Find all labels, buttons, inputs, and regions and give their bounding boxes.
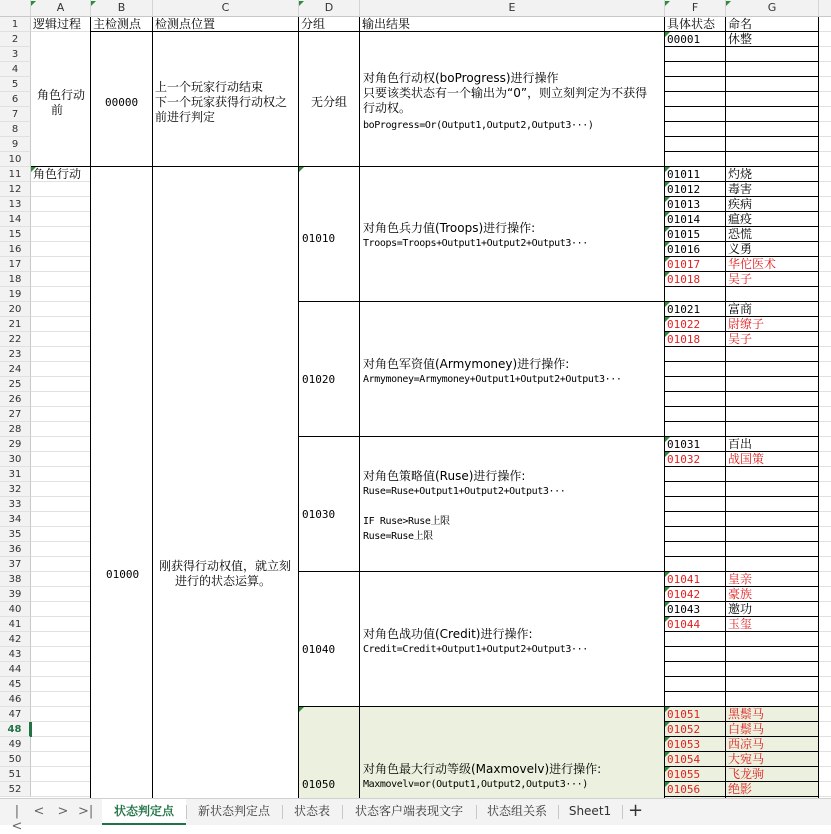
border-h (664, 676, 819, 677)
column-header-b[interactable]: B (91, 0, 153, 17)
row-header-43[interactable]: 43 (0, 647, 31, 662)
sheet-tab-3[interactable]: 状态表 (293, 804, 330, 818)
logic-process-action: 角色行动 (33, 167, 82, 181)
status-code-cell: 01044 (667, 618, 701, 631)
border-h (664, 511, 819, 512)
border-v (818, 17, 819, 798)
comment-indicator (299, 707, 304, 712)
status-name-cell: 吴子 (728, 332, 753, 346)
status-name-cell: 疾病 (728, 197, 753, 211)
header-a: 逻辑过程 (33, 17, 82, 31)
status-name-cell: 皇亲 (728, 572, 753, 586)
row-header-38[interactable]: 38 (0, 572, 31, 587)
status-name-cell: 富商 (728, 302, 753, 316)
status-name-cell: 华佗医术 (728, 257, 777, 271)
status-code-cell: 01015 (667, 228, 701, 241)
status-code-cell: 01041 (667, 573, 701, 586)
row-header-29[interactable]: 29 (0, 437, 31, 452)
group-output-line: Maxmovelv=or(Output1,Output2,Output3···) (363, 779, 588, 790)
row-header-47[interactable]: 47 (0, 707, 31, 722)
comment-indicator (91, 1, 96, 6)
border-h (664, 481, 819, 482)
column-header-d[interactable]: D (299, 0, 360, 17)
output-result-line: boProgress=Or(Output1,Output2,Output3···) (363, 120, 594, 131)
sheet-tab-2[interactable]: 新状态判定点 (197, 804, 270, 818)
row-header-24[interactable]: 24 (0, 362, 31, 377)
row-header-3[interactable]: 3 (0, 47, 31, 62)
row-header-14[interactable]: 14 (0, 212, 31, 227)
row-header-50[interactable]: 50 (0, 752, 31, 767)
row-header-45[interactable]: 45 (0, 677, 31, 692)
status-code-cell: 01018 (667, 333, 701, 346)
header-b: 主检测点 (93, 17, 142, 31)
row-header-12[interactable]: 12 (0, 182, 31, 197)
checkpoint-location-line: 刚获得行动权值，就立刻 (159, 559, 292, 573)
status-name-cell: 休整 (728, 32, 753, 46)
border-h (664, 646, 819, 647)
status-code-cell: 01052 (667, 723, 701, 736)
status-name-cell: 恐慌 (728, 227, 753, 241)
status-code-cell: 01014 (667, 213, 701, 226)
first-sheet-icon[interactable]: |< (11, 804, 23, 834)
group-output-line: IF Ruse>Ruse上限 (363, 516, 450, 527)
row-header-42[interactable]: 42 (0, 632, 31, 647)
row-header-7[interactable]: 7 (0, 107, 31, 122)
row-header-8[interactable]: 8 (0, 122, 31, 137)
status-code-cell: 01032 (667, 453, 701, 466)
row-header-15[interactable]: 15 (0, 227, 31, 242)
sheet-tab-bar (0, 798, 831, 834)
status-code-cell: 01013 (667, 198, 701, 211)
row-header-23[interactable]: 23 (0, 347, 31, 362)
row-header-10[interactable]: 10 (0, 152, 31, 167)
row-header-33[interactable]: 33 (0, 497, 31, 512)
row-header-39[interactable]: 39 (0, 587, 31, 602)
status-code-cell: 01016 (667, 243, 701, 256)
tab-separator (476, 805, 477, 819)
status-code-cell: 01011 (667, 168, 701, 181)
column-header-g[interactable]: G (726, 0, 819, 17)
header-c: 检测点位置 (155, 17, 216, 31)
status-code-cell: 01056 (667, 783, 701, 796)
status-code-cell: 01022 (667, 318, 701, 331)
column-header-a[interactable]: A (31, 0, 91, 17)
border-h (664, 391, 819, 392)
checkpoint-location-line: 进行的状态运算。 (175, 574, 272, 588)
border-h (664, 661, 819, 662)
status-name-cell: 尉缭子 (728, 317, 765, 331)
next-sheet-icon[interactable]: > (57, 804, 69, 819)
row-header-46[interactable]: 46 (0, 692, 31, 707)
group-code-01020: 01020 (302, 373, 336, 386)
border-v (725, 17, 726, 798)
status-code-cell: 01054 (667, 753, 701, 766)
status-code-cell: 01043 (667, 603, 701, 616)
status-name-cell: 飞龙驹 (728, 767, 765, 781)
status-code-cell: 01055 (667, 768, 701, 781)
prev-sheet-icon[interactable]: < (33, 804, 45, 819)
comment-indicator (31, 1, 36, 6)
select-all-corner[interactable] (0, 0, 31, 17)
group-code-01030: 01030 (302, 508, 336, 521)
status-code-cell: 01018 (667, 273, 701, 286)
sheet-tab-5[interactable]: 状态组关系 (486, 804, 547, 818)
row-header-27[interactable]: 27 (0, 407, 31, 422)
status-name-cell: 百出 (728, 437, 753, 451)
row-header-25[interactable]: 25 (0, 377, 31, 392)
output-result-line: 只要该类状态有一个输出为“0”，则立刻判定为不获得 (363, 86, 648, 100)
output-result-line: 对角色行动权(boProgress)进行操作 (363, 71, 559, 85)
border-v (359, 17, 360, 798)
status-name-cell: 邀功 (728, 602, 753, 616)
status-name-cell: 瘟疫 (728, 212, 753, 226)
header-f: 具体状态 (667, 17, 716, 31)
border-h (664, 541, 819, 542)
status-name-cell: 玉玺 (728, 617, 753, 631)
last-sheet-icon[interactable]: >| (78, 804, 94, 819)
row-header-18[interactable]: 18 (0, 272, 31, 287)
status-name-cell: 豪族 (728, 587, 753, 601)
row-header-41[interactable]: 41 (0, 617, 31, 632)
logic-process-before-action: 角色行动 (37, 88, 86, 102)
main-checkpoint-01000: 01000 (106, 568, 140, 581)
header-e: 输出结果 (362, 17, 411, 31)
border-h (664, 151, 819, 152)
border-h (664, 556, 819, 557)
row-header-37[interactable]: 37 (0, 557, 31, 572)
checkpoint-location-line: 前进行判定 (155, 110, 216, 124)
row-header-48[interactable]: 48 (0, 722, 31, 737)
sheet-tab-1[interactable]: 状态判定点 (102, 799, 186, 825)
border-v (298, 17, 299, 798)
group-output-line: Ruse=Ruse上限 (363, 531, 433, 542)
status-name-cell: 毒害 (728, 182, 753, 196)
status-name-cell: 义勇 (728, 242, 753, 256)
border-h (664, 61, 819, 62)
border-h (664, 691, 819, 692)
border-h (664, 136, 819, 137)
status-name-cell: 大宛马 (728, 752, 765, 766)
column-header-f[interactable]: F (665, 0, 726, 17)
border-h (664, 406, 819, 407)
status-code-cell: 01051 (667, 708, 701, 721)
group-none: 无分组 (311, 95, 348, 109)
border-h (664, 91, 819, 92)
row-header-31[interactable]: 31 (0, 467, 31, 482)
merged-c-block2 (153, 167, 298, 798)
row-header-40[interactable]: 40 (0, 602, 31, 617)
merged-d-group (299, 437, 359, 571)
border-h (664, 376, 819, 377)
sheet-tab-6[interactable]: Sheet1 (568, 804, 612, 818)
merged-d-group (299, 302, 359, 436)
border-v (90, 17, 91, 798)
status-name-cell: 吴子 (728, 272, 753, 286)
status-name-cell: 西凉马 (728, 737, 765, 751)
border-h (664, 361, 819, 362)
group-code-01050: 01050 (302, 778, 336, 791)
sheet-tab-4[interactable]: 状态客户端表现文字 (354, 804, 463, 818)
row-header-35[interactable]: 35 (0, 527, 31, 542)
status-code-cell: 01017 (667, 258, 701, 271)
group-output-title: 对角色军资值(Armymoney)进行操作: (363, 357, 570, 371)
status-code-cell: 01021 (667, 303, 701, 316)
group-code-01040: 01040 (302, 643, 336, 656)
row-header-11[interactable]: 11 (0, 167, 31, 182)
row-header-1[interactable]: 1 (0, 17, 31, 32)
comment-indicator (726, 1, 731, 6)
group-output-title: 对角色最大行动等级(Maxmovelv)进行操作: (363, 762, 602, 776)
status-code-cell: 01031 (667, 438, 701, 451)
comment-indicator (665, 1, 670, 6)
checkpoint-location-line: 下一个玩家获得行动权之 (155, 95, 288, 109)
status-code-cell: 00001 (667, 33, 701, 46)
group-output-line: Credit=Credit+Output1+Output2+Output3··· (363, 644, 588, 655)
row-header-21[interactable]: 21 (0, 317, 31, 332)
row-header-51[interactable]: 51 (0, 767, 31, 782)
group-output-title: 对角色策略值(Ruse)进行操作: (363, 469, 526, 483)
active-row-marker (30, 722, 32, 737)
status-code-cell: 01042 (667, 588, 701, 601)
row-header-36[interactable]: 36 (0, 542, 31, 557)
row-header-30[interactable]: 30 (0, 452, 31, 467)
group-output-line: Troops=Troops+Output1+Output2+Output3··· (363, 238, 588, 249)
status-name-cell: 白鬃马 (728, 722, 765, 736)
border-v (664, 17, 665, 798)
border-h (664, 421, 819, 422)
row-header-28[interactable]: 28 (0, 422, 31, 437)
border-h (664, 106, 819, 107)
add-sheet-button[interactable]: + (628, 800, 644, 821)
border-h (664, 121, 819, 122)
border-v (152, 17, 153, 798)
comment-indicator (299, 167, 304, 172)
group-output-line: Armymoney=Armymoney+Output1+Output2+Output3··· (363, 374, 622, 385)
column-header-overflow (819, 0, 831, 17)
row-header-19[interactable]: 19 (0, 287, 31, 302)
group-output-title: 对角色战功值(Credit)进行操作: (363, 627, 533, 641)
row-header-34[interactable]: 34 (0, 512, 31, 527)
status-name-cell: 灼烧 (728, 167, 753, 181)
output-result-line: 行动权。 (363, 101, 412, 115)
row-header-20[interactable]: 20 (0, 302, 31, 317)
merged-d-group (299, 572, 359, 706)
merged-e-group (360, 437, 664, 571)
status-name-cell: 战国策 (728, 452, 765, 466)
row-header-49[interactable]: 49 (0, 737, 31, 752)
status-name-cell: 黑鬃马 (728, 707, 765, 721)
status-code-cell: 01053 (667, 738, 701, 751)
header-d: 分组 (301, 17, 326, 31)
row-header-22[interactable]: 22 (0, 332, 31, 347)
group-code-01010: 01010 (302, 232, 336, 245)
merged-b-block2 (91, 167, 152, 798)
row-header-13[interactable]: 13 (0, 197, 31, 212)
column-header-c[interactable]: C (153, 0, 299, 17)
comment-indicator (299, 1, 304, 6)
row-header-26[interactable]: 26 (0, 392, 31, 407)
status-code-cell: 01012 (667, 183, 701, 196)
row-header-32[interactable]: 32 (0, 482, 31, 497)
row-header-9[interactable]: 9 (0, 137, 31, 152)
checkpoint-location-line: 上一个玩家行动结束 (155, 80, 264, 94)
status-name-cell: 绝影 (728, 782, 753, 796)
tab-separator (558, 805, 559, 819)
row-header-4[interactable]: 4 (0, 62, 31, 77)
group-output-title: 对角色兵力值(Troops)进行操作: (363, 221, 536, 235)
logic-process-before-action-2: 前 (51, 103, 64, 117)
border-h (664, 76, 819, 77)
main-checkpoint-00000: 00000 (105, 96, 139, 109)
row-header-52[interactable]: 52 (0, 782, 31, 797)
tab-separator (342, 805, 343, 819)
header-g: 命名 (728, 17, 753, 31)
border-h (664, 496, 819, 497)
row-header-17[interactable]: 17 (0, 257, 31, 272)
border-h (664, 526, 819, 527)
row-header-5[interactable]: 5 (0, 77, 31, 92)
row-header-44[interactable]: 44 (0, 662, 31, 677)
tab-separator (622, 805, 623, 819)
group-output-line: Ruse=Ruse+Output1+Output2+Output3··· (363, 486, 566, 497)
column-header-e[interactable]: E (360, 0, 665, 17)
tab-separator (282, 805, 283, 819)
row-header-2[interactable]: 2 (0, 32, 31, 47)
tab-separator (186, 805, 187, 819)
row-header-6[interactable]: 6 (0, 92, 31, 107)
row-header-16[interactable]: 16 (0, 242, 31, 257)
